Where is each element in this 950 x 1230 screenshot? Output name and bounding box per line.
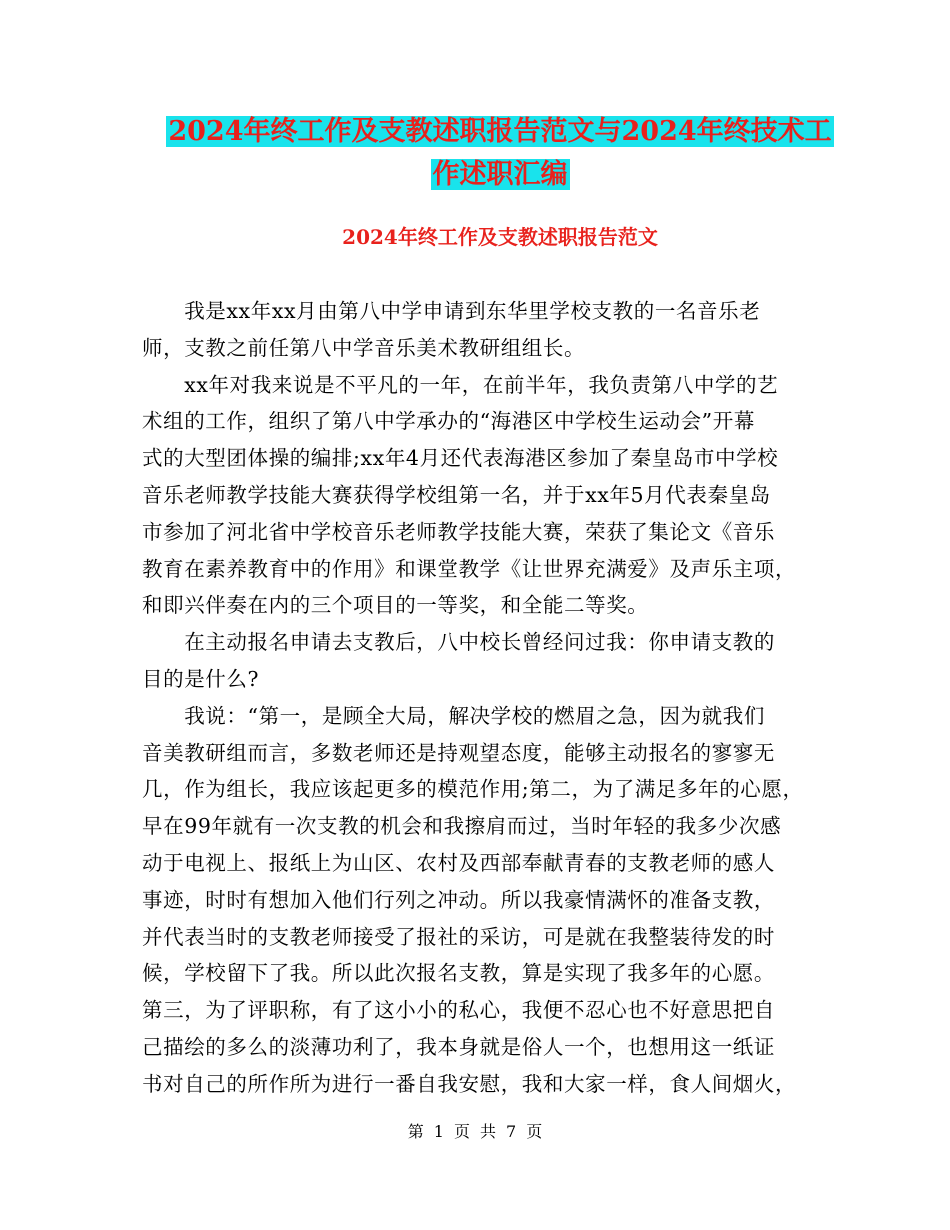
text-line: 式的大型团体操的编排;xx年4月还代表海港区参加了秦皇岛市中学校 bbox=[142, 446, 779, 471]
text-line: 并代表当时的支教老师接受了报社的采访，可是就在我整装待发的时 bbox=[142, 924, 775, 949]
text-line: 音美教研组而言，多数老师还是持观望态度，能够主动报名的寥寥无 bbox=[142, 740, 775, 765]
text-line: xx年对我来说是不平凡的一年，在前半年，我负责第八中学的艺 bbox=[142, 372, 779, 397]
document-title-line-1: 2024年终工作及支教述职报告范文与2024年终技术工 bbox=[168, 116, 832, 147]
text-line: 我说：“第一，是顾全大局，解决学校的燃眉之急，因为就我们 bbox=[142, 703, 765, 728]
text-line: 我是xx年xx月由第八中学申请到东华里学校支教的一名音乐老 bbox=[142, 299, 761, 323]
paragraph bbox=[142, 698, 808, 1103]
text-line: 师，支教之前任第八中学音乐美术教研组组长。 bbox=[142, 335, 586, 360]
footer-label-ye: 页 bbox=[453, 1122, 470, 1141]
paragraph bbox=[142, 624, 808, 698]
text-line: 动于电视上、报纸上为山区、农村及西部奉献青春的支教老师的感人 bbox=[142, 850, 775, 875]
text-line: 在主动报名申请去支教后，八中校长曾经问过我：你申请支教的 bbox=[142, 630, 775, 655]
document-title bbox=[140, 110, 860, 196]
text-line: 早在99年就有一次支教的机会和我擦肩而过，当时年轻的我多少次感 bbox=[142, 814, 782, 839]
paragraph bbox=[142, 293, 808, 367]
text-line: 书对自己的所作所为进行一番自我安慰，我和大家一样，食人间烟火， bbox=[142, 1071, 797, 1096]
text-line: 目的是什么? bbox=[142, 666, 260, 691]
footer-label-page: 第 bbox=[407, 1122, 424, 1141]
text-line: 市参加了河北省中学校音乐老师教学技能大赛，荣获了集论文《音乐 bbox=[142, 519, 775, 544]
section-heading: 2024年终工作及支教述职报告范文 bbox=[342, 225, 658, 249]
footer-label-total: 共 bbox=[480, 1122, 497, 1141]
page-footer bbox=[0, 1120, 950, 1144]
text-line: 和即兴伴奏在内的三个项目的一等奖，和全能二等奖。 bbox=[142, 593, 649, 618]
current-page-number: 1 bbox=[433, 1122, 444, 1141]
text-line: 音乐老师教学技能大赛获得学校组第一名，并于xx年5月代表秦皇岛 bbox=[142, 482, 771, 507]
text-line: 教育在素养教育中的作用》和课堂教学《让世界充满爱》及声乐主项， bbox=[142, 556, 797, 581]
total-pages-number: 7 bbox=[506, 1122, 517, 1141]
text-line: 术组的工作，组织了第八中学承办的“海港区中学校生运动会”开幕 bbox=[142, 409, 755, 434]
text-line: 候，学校留下了我。所以此次报名支教，算是实现了我多年的心愿。 bbox=[142, 961, 775, 986]
text-line: 第三，为了评职称，有了这小小的私心，我便不忍心也不好意思把自 bbox=[142, 998, 775, 1023]
text-line: 几，作为组长，我应该起更多的模范作用;第二，为了满足多年的心愿， bbox=[142, 777, 804, 802]
footer-label-ye-2: 页 bbox=[526, 1122, 543, 1141]
document-title-line-2: 作述职汇编 bbox=[432, 159, 568, 190]
text-line: 事迹，时时有想加入他们行列之冲动。所以我豪情满怀的准备支教， bbox=[142, 887, 775, 912]
paragraph bbox=[142, 367, 808, 625]
text-line: 己描绘的多么的淡薄功利了，我本身就是俗人一个，也想用这一纸证 bbox=[142, 1034, 775, 1059]
document-body bbox=[142, 293, 808, 1103]
